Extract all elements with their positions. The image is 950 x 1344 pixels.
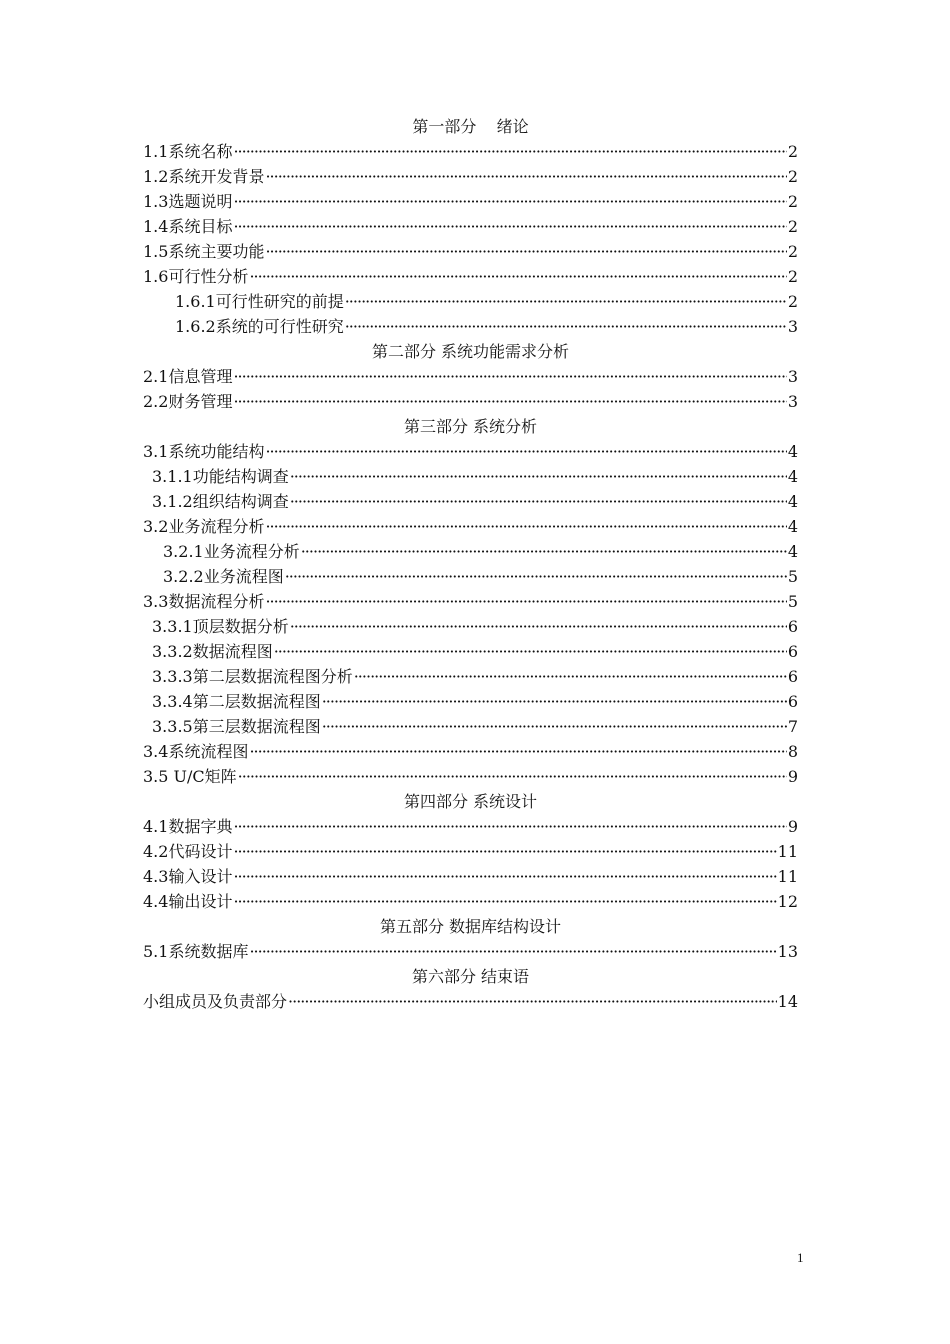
toc-entry-page: 5 (787, 592, 798, 611)
toc-entry[interactable] (143, 189, 798, 214)
toc-dot-leader (290, 614, 787, 639)
toc-entry-title: 3.3.2数据流程图 (152, 642, 273, 661)
toc-entry-title: 4.1数据字典 (143, 817, 233, 836)
toc-section-heading: 第六部分 结束语 (411, 967, 530, 986)
toc-entry-page: 13 (777, 942, 798, 961)
toc-dot-leader (265, 164, 786, 189)
toc-entry[interactable] (143, 639, 798, 664)
table-of-contents (143, 114, 798, 1014)
toc-entry-title: 小组成员及负责部分 (143, 992, 288, 1011)
toc-entry-title: 3.3.3第二层数据流程图分析 (152, 667, 353, 686)
toc-entry-title: 3.3.4第二层数据流程图 (152, 692, 321, 711)
toc-dot-leader (265, 239, 786, 264)
toc-entry[interactable] (143, 289, 798, 314)
toc-entry-page: 2 (787, 292, 798, 311)
toc-entry-page: 6 (787, 692, 798, 711)
toc-entry-page: 3 (787, 367, 798, 386)
toc-dot-leader (233, 839, 776, 864)
toc-entry-page: 11 (777, 867, 798, 886)
toc-entry-title: 1.2系统开发背景 (143, 167, 265, 186)
toc-entry-page: 2 (787, 142, 798, 161)
toc-entry[interactable] (143, 464, 798, 489)
toc-entry-page: 6 (787, 642, 798, 661)
toc-dot-leader (233, 864, 776, 889)
page-number: 1 (797, 1250, 804, 1265)
toc-dot-leader (322, 689, 787, 714)
toc-entry[interactable] (143, 739, 798, 764)
toc-entry[interactable] (143, 389, 798, 414)
toc-entry[interactable] (143, 239, 798, 264)
toc-entry-page: 2 (787, 242, 798, 261)
toc-entry[interactable] (143, 814, 798, 839)
toc-entry[interactable] (143, 714, 798, 739)
toc-entry[interactable] (143, 164, 798, 189)
toc-entry-page: 5 (787, 567, 798, 586)
toc-section-heading: 第四部分 系统设计 (403, 792, 538, 811)
toc-dot-leader (233, 214, 786, 239)
toc-dot-leader (249, 739, 786, 764)
toc-entry-page: 9 (787, 767, 798, 786)
toc-dot-leader (249, 264, 786, 289)
toc-entry[interactable] (143, 589, 798, 614)
toc-dot-leader (288, 989, 777, 1014)
toc-entry-page: 2 (787, 217, 798, 236)
toc-entry-page: 3 (787, 317, 798, 336)
toc-entry[interactable] (143, 689, 798, 714)
toc-dot-leader (233, 139, 786, 164)
toc-entry-title: 3.4系统流程图 (143, 742, 249, 761)
toc-entry[interactable] (143, 214, 798, 239)
toc-entry[interactable] (143, 839, 798, 864)
toc-entry-page: 2 (787, 192, 798, 211)
toc-entry[interactable] (143, 489, 798, 514)
toc-entry-title: 1.6.1可行性研究的前提 (175, 292, 344, 311)
toc-dot-leader (265, 589, 786, 614)
toc-entry-title: 1.4系统目标 (143, 217, 233, 236)
toc-dot-leader (265, 439, 786, 464)
toc-dot-leader (238, 764, 787, 789)
toc-section-heading: 第二部分 系统功能需求分析 (371, 342, 570, 361)
toc-entry[interactable] (143, 364, 798, 389)
toc-section-heading: 第一部分 绪论 (412, 117, 529, 136)
toc-entry-title: 1.6.2系统的可行性研究 (175, 317, 344, 336)
toc-dot-leader (322, 714, 787, 739)
toc-entry[interactable] (143, 664, 798, 689)
toc-entry[interactable] (143, 764, 798, 789)
toc-entry-page: 6 (787, 667, 798, 686)
toc-entry-page: 14 (777, 992, 798, 1011)
toc-entry[interactable] (143, 439, 798, 464)
toc-entry-page: 6 (787, 617, 798, 636)
toc-entry-page: 7 (787, 717, 798, 736)
toc-dot-leader (354, 664, 787, 689)
toc-dot-leader (301, 539, 787, 564)
toc-dot-leader (290, 464, 787, 489)
toc-entry-title: 4.3输入设计 (143, 867, 233, 886)
toc-entry-title: 4.2代码设计 (143, 842, 233, 861)
toc-entry[interactable] (143, 264, 798, 289)
toc-dot-leader (233, 364, 786, 389)
toc-entry-title: 1.1系统名称 (143, 142, 233, 161)
toc-dot-leader (249, 939, 776, 964)
toc-entry[interactable] (143, 889, 798, 914)
toc-entry-title: 4.4输出设计 (143, 892, 233, 911)
toc-entry-page: 4 (787, 442, 798, 461)
toc-section-heading: 第三部分 系统分析 (403, 417, 538, 436)
toc-entry-title: 3.1系统功能结构 (143, 442, 265, 461)
toc-entry-title: 3.2业务流程分析 (143, 517, 265, 536)
toc-dot-leader (274, 639, 787, 664)
toc-dot-leader (265, 514, 786, 539)
toc-entry-title: 3.2.2业务流程图 (163, 567, 284, 586)
toc-entry-page: 4 (787, 492, 798, 511)
toc-entry-page: 9 (787, 817, 798, 836)
toc-entry-page: 12 (777, 892, 798, 911)
toc-entry-page: 3 (787, 392, 798, 411)
toc-dot-leader (290, 489, 787, 514)
toc-entry[interactable] (143, 864, 798, 889)
toc-dot-leader (285, 564, 787, 589)
toc-dot-leader (233, 189, 786, 214)
toc-entry[interactable] (143, 564, 798, 589)
toc-dot-leader (345, 314, 787, 339)
toc-entry-title: 1.3选题说明 (143, 192, 233, 211)
toc-entry-title: 3.3.1顶层数据分析 (152, 617, 289, 636)
toc-dot-leader (233, 389, 786, 414)
toc-entry-title: 3.3数据流程分析 (143, 592, 265, 611)
toc-entry-page: 4 (787, 517, 798, 536)
toc-entry-title: 3.5 U/C矩阵 (143, 767, 237, 786)
toc-entry-title: 3.1.2组织结构调查 (152, 492, 289, 511)
toc-entry[interactable] (143, 314, 798, 339)
toc-entry-title: 2.2财务管理 (143, 392, 233, 411)
toc-entry-title: 5.1系统数据库 (143, 942, 249, 961)
toc-entry[interactable] (143, 539, 798, 564)
toc-section-heading: 第五部分 数据库结构设计 (379, 917, 562, 936)
toc-entry[interactable] (143, 514, 798, 539)
toc-entry-title: 3.3.5第三层数据流程图 (152, 717, 321, 736)
toc-entry-page: 2 (787, 267, 798, 286)
toc-entry-page: 8 (787, 742, 798, 761)
toc-entry-title: 3.2.1业务流程分析 (163, 542, 300, 561)
toc-entry-page: 4 (787, 542, 798, 561)
toc-dot-leader (345, 289, 787, 314)
toc-entry-title: 1.6可行性分析 (143, 267, 249, 286)
toc-entry-page: 4 (787, 467, 798, 486)
toc-dot-leader (233, 814, 786, 839)
toc-entry[interactable] (143, 139, 798, 164)
toc-entry-page: 11 (777, 842, 798, 861)
toc-entry-page: 2 (787, 167, 798, 186)
toc-entry-title: 3.1.1功能结构调查 (152, 467, 289, 486)
toc-entry-title: 2.1信息管理 (143, 367, 233, 386)
toc-dot-leader (233, 889, 776, 914)
toc-entry-title: 1.5系统主要功能 (143, 242, 265, 261)
toc-entry[interactable] (143, 939, 798, 964)
toc-entry[interactable] (143, 614, 798, 639)
toc-entry[interactable] (143, 989, 798, 1014)
